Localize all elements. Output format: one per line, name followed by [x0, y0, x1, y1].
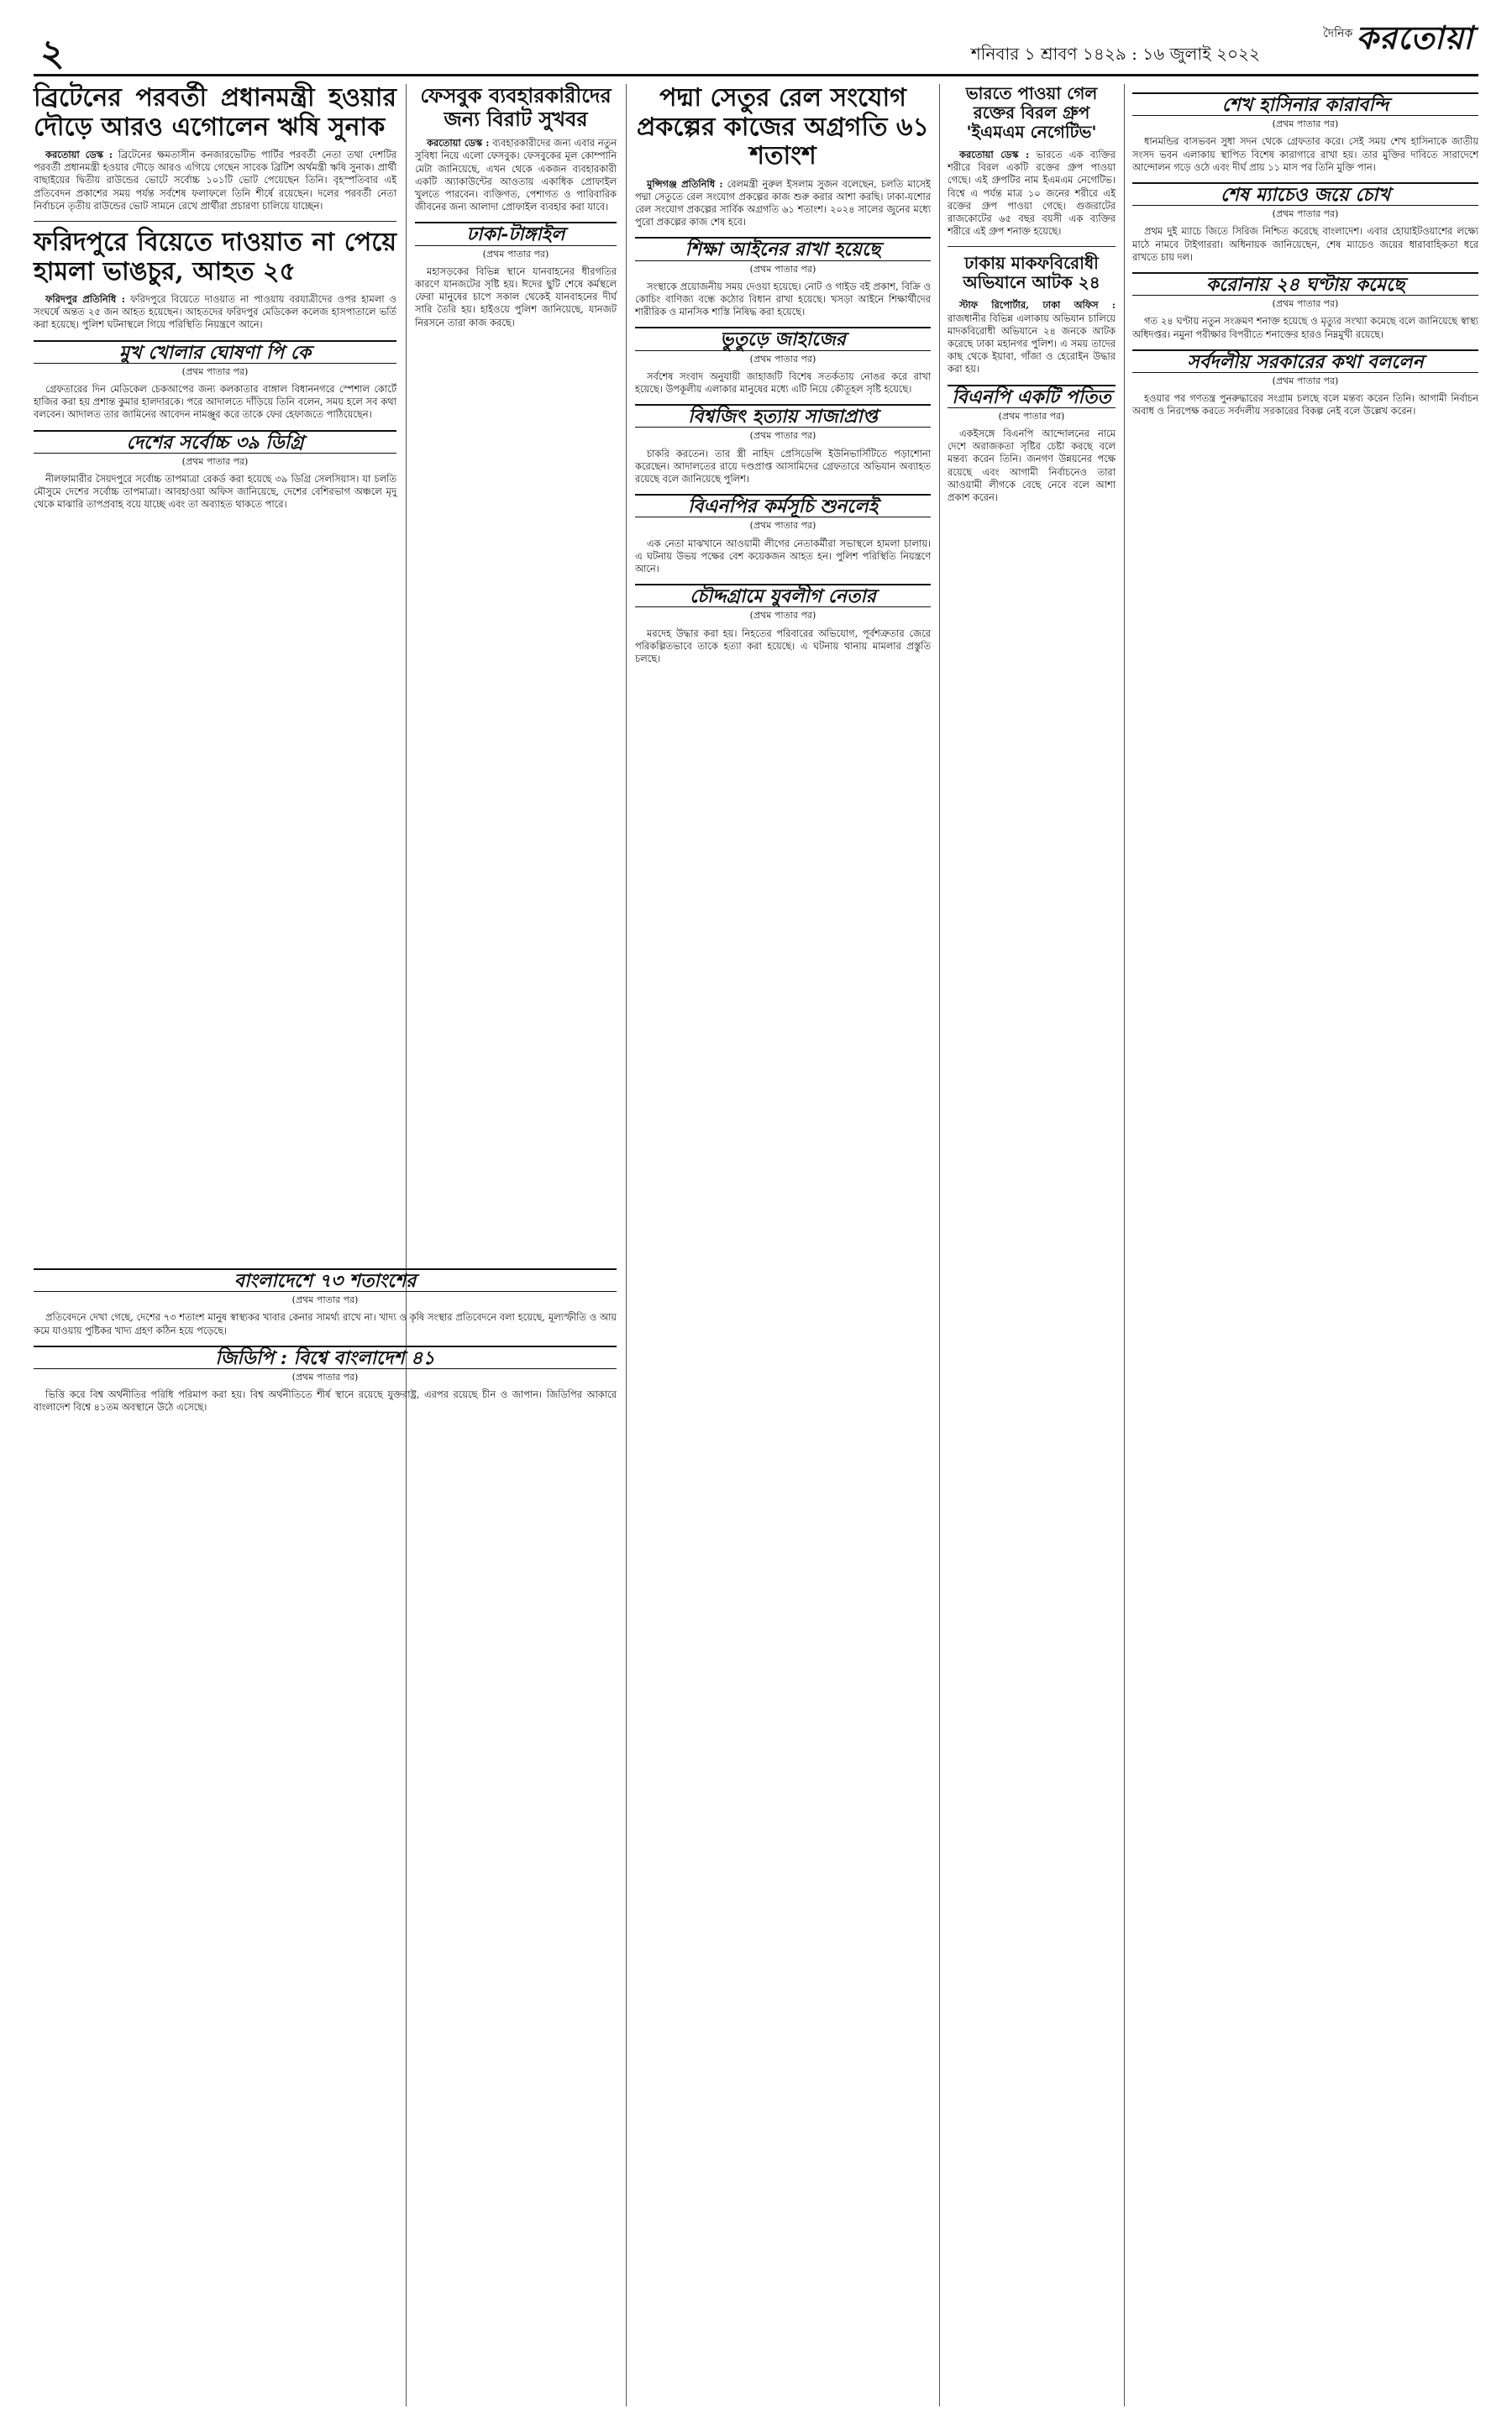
article-body: রেলমন্ত্রী নুরুল ইসলাম সুজন বলেছেন, চলতি মাসেই পদ্মা সেতুতে রেল সংযোগ প্রকল্পের কাজ শুরু করার আশা করছি। ঢাকা-যশোর রেল সংযোগ প্রকল্পের সার্বিক অগ্রগতি ৬১ শতাংশ। ২০২৪ সালের জুনের মধ্যে পুরো প্রকল্পের কাজ শেষ হবে। [635, 177, 931, 228]
byline: করতোয়া ডেস্ক : [45, 149, 113, 160]
article-body: হওয়ার পর গণতন্ত্র পুনরুদ্ধারের সংগ্রাম চলছে বলে মন্তব্য করেন তিনি। আগামী নির্বাচন অবাধ ও নিরপেক্ষ করতে সর্বদলীয় সরকারের বিকল্প নেই বলে উল্লেখ করেন। [1132, 392, 1478, 417]
continuation-note: (প্রথম পাতার পর) [181, 455, 249, 467]
article-body: মরদেহ উদ্ধার করা হয়। নিহতের পরিবারের অভিযোগ, পূর্বশত্রুতার জেরে পরিকল্পিতভাবে তাকে হত্যা করা হয়েছে। এ ঘটনায় থানায় মামলার প্রস্তুতি চলছে। [635, 627, 931, 664]
headline: করোনায় ২৪ ঘণ্টায় কমেছে [1132, 272, 1478, 296]
byline: স্টাফ রিপোর্টার, ঢাকা অফিস : [959, 299, 1116, 312]
article-body: ব্রিটেনের ক্ষমতাসীন কনজারভেটিভ পার্টির পরবর্তী নেতা তথা দেশটির পরবর্তী প্রধানমন্ত্রী হওয়ার দৌড়ে আরও এগিয়ে গেছেন সাবেক ব্রিটিশ অর্থমন্ত্রী ঋষি সুনাক। প্রার্থী বাছাইয়ের দ্বিতীয় রাউন্ডের ভোটে সর্বোচ্চ ১০১টি ভোট পেয়েছেন তিনি। বৃহস্পতিবার এই প্রতিবেদন প্রকাশের সময় পর্যন্ত সর্বশেষ ফলাফলে তিনি শীর্ষে রয়েছেন। দলের পরবর্তী নেতা নির্বাচনে তৃতীয় রাউন্ডের ভোট সামনে রেখে প্রার্থীরা প্রচারণা চালিয়ে যাচ্ছেন। [34, 149, 397, 212]
article-body: মহাসড়কের বিভিন্ন স্থানে যানবাহনের ধীরগতির কারণে যানজটের সৃষ্টি হয়। ঈদের ছুটি শেষে কর্মস্থলে ফেরা মানুষের চাপে সকাল থেকেই যানবাহনের দীর্ঘ সারি তৈরি হয়। হাইওয়ে পুলিশ জানিয়েছে, যানজট নিরসনে তারা কাজ করছে। [415, 265, 617, 328]
headline: বিএনপির কর্মসূচি শুনলেই [635, 494, 931, 517]
continuation-note: (প্রথম পাতার পর) [998, 410, 1065, 422]
article-body: সর্বশেষ সংবাদ অনুযায়ী জাহাজটি বিশেষ সতর্কতায় নোঙর করে রাখা হয়েছে। উপকূলীয় এলাকার মানুষের মধ্যে এটি নিয়ে কৌতূহল সৃষ্টি হয়েছে। [635, 370, 931, 395]
column-2 [415, 84, 617, 334]
article-body: ধানমন্ডির বাসভবন সুধা সদন থেকে গ্রেফতার করে। সেই সময় শেখ হাসিনাকে জাতীয় সংসদ ভবন এলাকায় স্থাপিত বিশেষ কারাগারে রাখা হয়। তার মুক্তির দাবিতে সারাদেশে আন্দোলন গড়ে ওঠে এবং দীর্ঘ প্রায় ১১ মাস পর তিনি মুক্তি পান। [1132, 135, 1478, 173]
column-rule [1124, 84, 1125, 2406]
headline: সর্বদলীয় সরকারের কথা বললেন [1132, 349, 1478, 373]
column-rule [406, 84, 407, 2406]
headline: ঢাকা-টাঙ্গাইল [415, 222, 617, 245]
continuation-note: (প্রথম পাতার পর) [749, 430, 816, 442]
article-body: প্রতিবেদনে দেখা গেছে, দেশের ৭৩ শতাংশ মানুষ স্বাস্থ্যকর খাবার কেনার সামর্থ্য রাখে না। খাদ্য ও কৃষি সংস্থার প্রতিবেদনে বলা হয়েছে, মূল্যস্ফীতি ও আয় কমে যাওয়ায় পুষ্টিকর খাদ্য গ্রহণ কঠিন হয়ে পড়েছে। [34, 1311, 617, 1336]
column-1 [34, 84, 396, 517]
headline: জিডিপি : বিশ্বে বাংলাদেশ ৪১ [34, 1346, 617, 1369]
dateline: শনিবার ১ শ্রাবণ ১৪২৯ : ১৬ জুলাই ২০২২ [970, 44, 1260, 64]
byline: মুন্সিগঞ্জ প্রতিনিধি : [647, 177, 723, 190]
headline: শেখ হাসিনার কারাবন্দি [1132, 92, 1478, 116]
article [635, 84, 931, 228]
article-body: নীলফামারীর সৈয়দপুরে সর্বোচ্চ তাপমাত্রা রেকর্ড করা হয়েছে ৩৯ ডিগ্রি সেলসিয়াস। যা চলতি মৌসুমে দেশের সর্বোচ্চ তাপমাত্রা। আবহাওয়া অফিস জানিয়েছে, দেশের বেশিরভাগ অঞ্চলে মৃদু থেকে মাঝারি তাপপ্রবাহ বয়ে যাচ্ছে এবং তা অব্যাহত থাকতে পারে। [34, 473, 396, 511]
headline: ফেসবুক ব্যবহারকারীদের জন্য বিরাট সুখবর [420, 83, 612, 131]
continuation-note: (প্রথম পাতার পর) [749, 353, 816, 365]
headline: ব্রিটেনের পরবর্তী প্রধানমন্ত্রী হওয়ার দৌড়ে আরও এগোলেন ঋষি সুনাক [34, 83, 396, 142]
continuation-note: (প্রথম পাতার পর) [181, 365, 249, 377]
article-body: একইসঙ্গে বিএনপি আন্দোলনের নামে দেশে অরাজকতা সৃষ্টির চেষ্টা করছে বলে মন্তব্য করেন তিনি। জনগণ উন্নয়নের পক্ষে রয়েছে এবং আগামী নির্বাচনেও তারা আওয়ামী লীগকে বেছে নেবে বলে আশা প্রকাশ করেন। [948, 428, 1116, 504]
byline: করতোয়া ডেস্ক : [427, 137, 490, 150]
headline: পদ্মা সেতুর রেল সংযোগ প্রকল্পের কাজের অগ্রগতি ৬১ শতাংশ [637, 83, 929, 171]
column-4 [948, 84, 1116, 509]
article-body: ব্যবহারকারীদের জন্য এবার নতুন সুবিধা নিয়ে এলো ফেসবুক। ফেসবুকের মূল কোম্পানি মেটা জানিয়েছে, এখন থেকে একজন ব্যবহারকারী একটি অ্যাকাউন্টের আওতায় একাধিক প্রোফাইল খুলতে পারবেন। ব্যক্তিগত, পেশাগত ও পারিবারিক জীবনের জন্য আলাদা প্রোফাইল ব্যবহার করা যাবে। [415, 137, 617, 213]
headline: শিক্ষা আইনের রাখা হয়েছে [635, 237, 931, 260]
article-body: সংস্থাকে প্রয়োজনীয় সময় দেওয়া হয়েছে। নোট ও গাইড বই প্রকাশ, বিক্রি ও কোচিং বাণিজ্য বন্ধে কঠোর বিধান রাখা হয়েছে। খসড়া আইনে শিক্ষার্থীদের শারীরিক ও মানসিক শাস্তি নিষিদ্ধ করা হয়েছে। [635, 280, 931, 318]
continuation-note: (প্রথম পাতার পর) [291, 1372, 359, 1383]
continuation-note: (প্রথম পাতার পর) [749, 263, 816, 275]
article-body: প্রথম দুই ম্যাচে জিতে সিরিজ নিশ্চিত করেছে বাংলাদেশ। এবার হোয়াইটওয়াশের লক্ষ্যে মাঠে নামবে টাইগাররা। অধিনায়ক জানিয়েছেন, শেষ ম্যাচেও জয়ের ধারাবাহিকতা ধরে রাখতে চায় দল। [1132, 225, 1478, 263]
continuation-note: (প্রথম পাতার পর) [749, 610, 816, 622]
column-3 [635, 84, 931, 670]
article [34, 84, 396, 213]
headline: বিএনপি একটি পতিত [948, 385, 1116, 408]
article-body: এক নেতা মাঝখানে আওয়ামী লীগের নেতাকর্মীরা সভাস্থলে হামলা চালায়। এ ঘটনায় উভয় পক্ষের বেশ কয়েকজন আহত হন। পুলিশ পরিস্থিতি নিয়ন্ত্রণে আনে। [635, 537, 931, 575]
masthead [34, 18, 1478, 76]
column-5 [1132, 84, 1478, 423]
article-body: রাজধানীর বিভিন্ন এলাকায় অভিযান চালিয়ে মাদকবিরোধী অভিযানে ২৪ জনকে আটক করেছে ঢাকা মহানগর পুলিশ। এ সময় তাদের কাছ থেকে ইয়াবা, গাঁজা ও হেরোইন উদ্ধার করা হয়। [948, 312, 1116, 375]
continuation-note: (প্রথম পাতার পর) [291, 1294, 359, 1306]
article-body: চাকরি করতেন। তার স্ত্রী নাহিদ প্রেসিডেন্সি ইউনিভার্সিটিতে পড়াশোনা করেছেন। আদালতের রায়ে দণ্ডপ্রাপ্ত আসামিদের গ্রেফতারে অভিযান অব্যাহত রয়েছে বলে জানিয়েছে পুলিশ। [635, 447, 931, 485]
article [948, 84, 1116, 238]
headline: বাংলাদেশে ৭৩ শতাংশের [34, 1268, 617, 1292]
byline: ফরিদপুর প্রতিনিধি : [45, 293, 125, 306]
logo-big: করতোয়া [1356, 18, 1473, 56]
continuation-note: (প্রথম পাতার পর) [1272, 375, 1339, 387]
continuation-note: (প্রথম পাতার পর) [482, 248, 549, 260]
continuation-note: (প্রথম পাতার পর) [1272, 208, 1339, 220]
continuation-note: (প্রথম পাতার পর) [1272, 118, 1339, 130]
article [948, 254, 1116, 375]
article [34, 228, 396, 332]
headline: ভারতে পাওয়া গেল রক্তের বিরল গ্রুপ 'ইএমএম নেগেটিভ' [965, 83, 1098, 142]
headline: মুখ খোলার ঘোষণা পি কে [34, 340, 396, 364]
column-rule [626, 84, 627, 2406]
article-body: গ্রেফতারের দিন মেডিকেল চেকআপের জন্য কলকাতার বাঙ্গাল বিধাননগরে স্পেশাল কোর্টে হাজির করা হয় প্রশান্ত কুমার হালদারকে। পরে আদালতে দাঁড়িয়ে তিনি বলেন, সময় হলে সব কথা বলবেন। আদালত তার জামিনের আবেদন নামঞ্জুর করে তাকে ফের হেফাজতে পাঠিয়েছেন। [34, 383, 396, 421]
article [415, 84, 617, 213]
article-body: ভারতে এক ব্যক্তির শরীরে বিরল একটি রক্তের গ্রুপ পাওয়া গেছে। এই গ্রুপটির নাম ইএমএম নেগেটিভ। বিশ্বে এ পর্যন্ত মাত্র ১০ জনের শরীরে এই রক্তের গ্রুপ পাওয়া গেছে। গুজরাটের রাজকোটের ৬৫ বছর বয়সী এক ব্যক্তির শরীরে এই গ্রুপ শনাক্ত হয়েছে। [948, 149, 1116, 238]
headline: ঢাকায় মাকফবিরোধী অভিযানে আটক ২৪ [963, 253, 1100, 293]
byline: করতোয়া ডেস্ক : [959, 149, 1030, 160]
headline: ফরিদপুরে বিয়েতে দাওয়াত না পেয়ে হামলা ভাঙচুর, আহত ২৫ [34, 228, 396, 286]
continuation-note: (প্রথম পাতার পর) [1272, 298, 1339, 310]
continuation-note: (প্রথম পাতার পর) [749, 520, 816, 532]
column-rule [939, 84, 940, 2406]
headline: চৌদ্দগ্রামে যুবলীগ নেতার [635, 584, 931, 607]
headline: দেশের সর্বোচ্চ ৩৯ ডিগ্রি [34, 430, 396, 454]
logo-small: দৈনিক [1323, 27, 1353, 40]
newspaper-logo [1323, 18, 1473, 67]
bottom-section [34, 1260, 617, 1420]
article-body: ভিত্তি করে বিশ্ব অর্থনীতির পরিধি পরিমাপ করা হয়। বিশ্ব অর্থনীতিতে শীর্ষ স্থানে রয়েছে যুক্তরাষ্ট্র, এরপর রয়েছে চীন ও জাপান। জিডিপির আকারে বাংলাদেশ বিশ্বে ৪১তম অবস্থানে উঠে এসেছে। [34, 1388, 617, 1414]
headline: শেষ ম্যাচেও জয়ে চোখ [1132, 182, 1478, 206]
article-body: গত ২৪ ঘণ্টায় নতুন সংক্রমণ শনাক্ত হয়েছে ও মৃত্যুর সংখ্যা কমেছে বলে জানিয়েছে স্বাস্থ্য অধিদপ্তর। নমুনা পরীক্ষার বিপরীতে শনাক্তের হারও নিম্নমুখী রয়েছে। [1132, 315, 1478, 340]
article-body: ফরিদপুরে বিয়েতে দাওয়াত না পাওয়ায় বরযাত্রীদের ওপর হামলা ও সংঘর্ষে অন্তত ২৫ জন আহত হয়েছেন। আহতদের ফরিদপুর মেডিকেল কলেজ হাসপাতালে ভর্তি করা হয়েছে। পুলিশ ঘটনাস্থলে গিয়ে পরিস্থিতি নিয়ন্ত্রণে আনে। [34, 293, 396, 331]
page-number: ২ [40, 32, 65, 75]
headline: ভুতুড়ে জাহাজের [635, 327, 931, 350]
headline: বিশ্বজিৎ হত্যায় সাজাপ্রাপ্ত [635, 404, 931, 428]
